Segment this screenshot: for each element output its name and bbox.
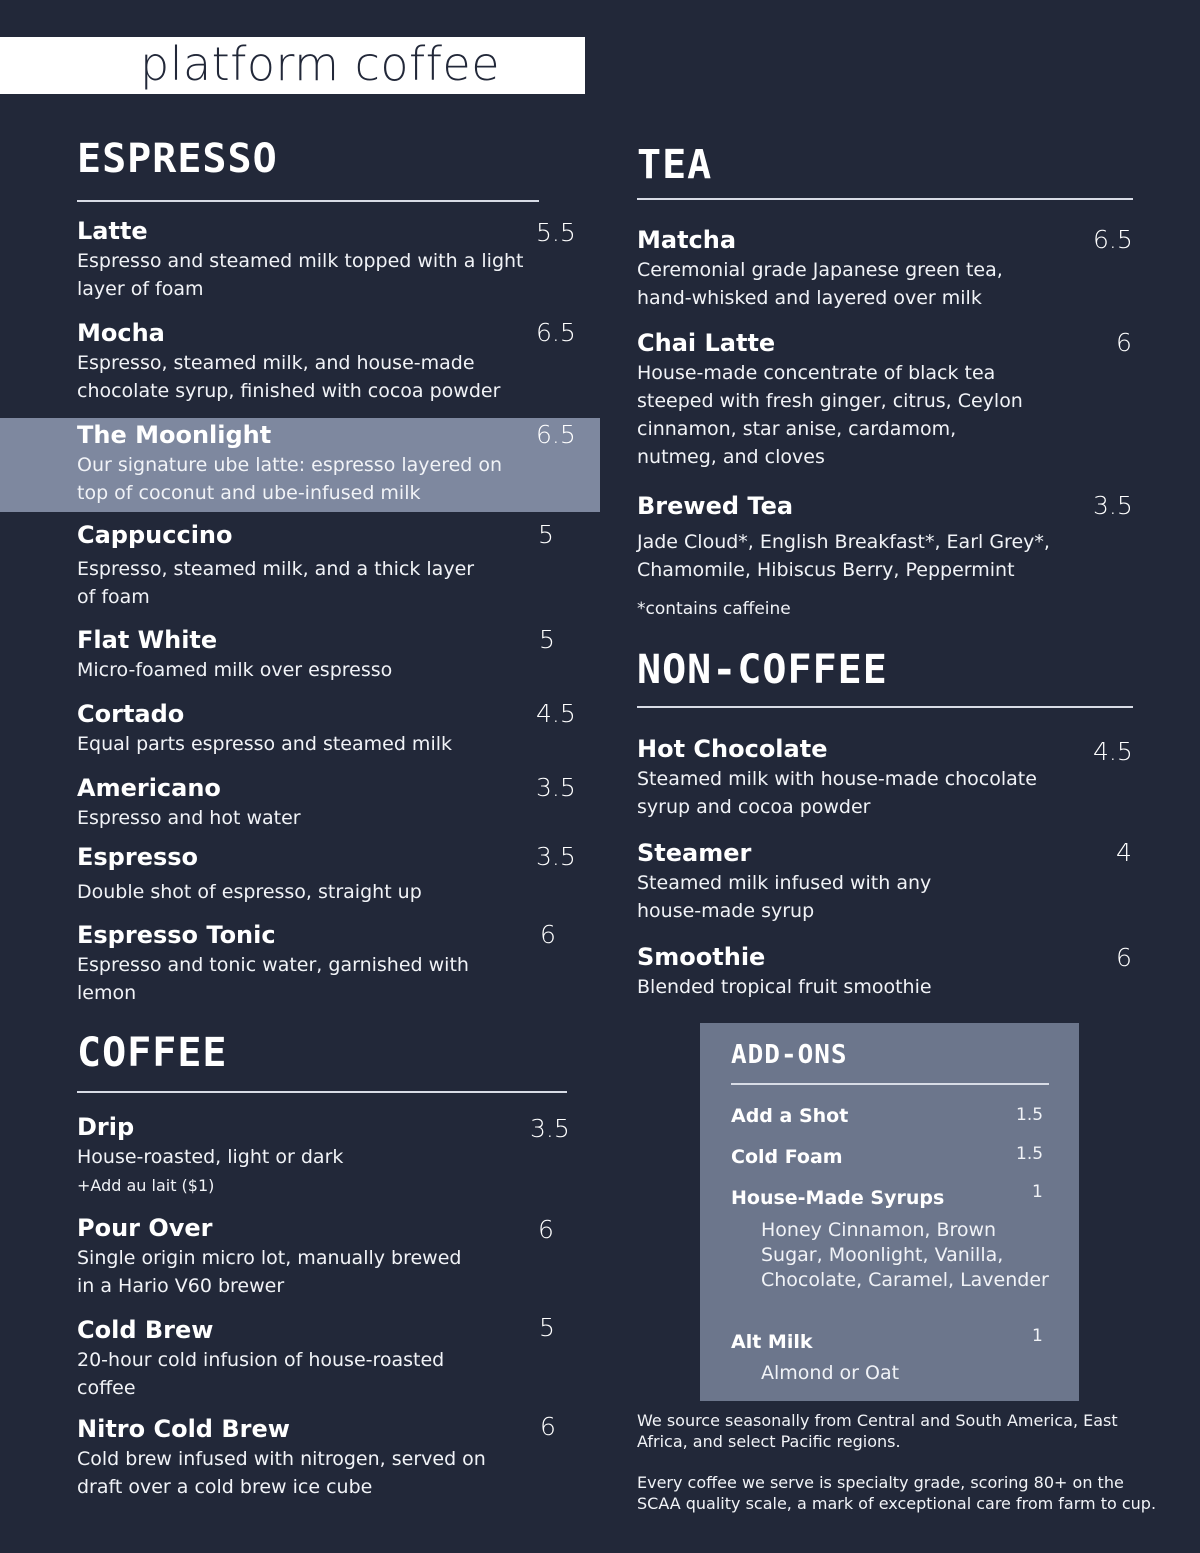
item-name: Flat White <box>77 626 218 654</box>
menu-item-brewed-tea <box>637 492 1097 584</box>
item-price: 6.5 <box>536 420 576 449</box>
item-name: Latte <box>77 217 148 245</box>
section-title-non-coffee: NON-COFFEE <box>637 647 888 693</box>
addon-price: 1 <box>1032 1182 1043 1202</box>
item-addon-note: +Add au lait ($1) <box>77 1176 215 1195</box>
item-name: Pour Over <box>77 1214 213 1242</box>
addon-cold-foam: Cold Foam <box>731 1146 843 1168</box>
caffeine-footnote: *contains caffeine <box>637 599 791 619</box>
item-name: Brewed Tea <box>637 492 794 520</box>
item-name: Cortado <box>77 700 185 728</box>
item-description: Steamed milk with house-made chocolate syrup and cocoa powder <box>637 768 1037 818</box>
item-description: Micro-foamed milk over espresso <box>77 659 393 681</box>
section-divider <box>637 706 1133 708</box>
menu-item-nitro-cold-brew <box>77 1415 507 1501</box>
item-name: Matcha <box>637 226 737 254</box>
menu-item-espresso <box>77 843 537 906</box>
menu-item-hot-chocolate <box>637 735 1037 821</box>
item-description: Cold brew infused with nitrogen, served on draft over a cold brew ice cube <box>77 1448 486 1498</box>
item-price: 5 <box>539 1313 555 1342</box>
item-description: Espresso and steamed milk topped with a light layer of foam <box>77 250 524 300</box>
section-title-coffee: COFFEE <box>77 1030 228 1076</box>
item-price: 5 <box>539 625 555 654</box>
menu-item-smoothie <box>637 943 1057 1001</box>
menu-item-cortado <box>77 700 537 758</box>
item-name: Chai Latte <box>637 329 776 357</box>
menu-item-flat-white <box>77 626 537 684</box>
item-description: 20-hour cold infusion of house-roasted coffee <box>77 1349 445 1399</box>
item-price: 6 <box>540 1412 556 1441</box>
menu-item-pour-over <box>77 1214 477 1300</box>
item-price: 3.5 <box>536 842 576 871</box>
item-name: Cappuccino <box>77 521 233 549</box>
item-price: 6.5 <box>536 318 576 347</box>
addon-add-a-shot: Add a Shot <box>731 1105 849 1127</box>
item-price: 6 <box>1116 328 1132 357</box>
menu-item-chai-latte <box>637 329 1037 471</box>
addon-price: 1.5 <box>1016 1105 1044 1125</box>
item-description: House-made concentrate of black tea steeped with fresh ginger, citrus, Ceylon cinnamon, star anise, cardamom, nutmeg, and cloves <box>637 362 1023 468</box>
item-price: 4 <box>1116 838 1132 867</box>
item-description: Espresso and tonic water, garnished with lemon <box>77 954 469 1004</box>
section-title-tea: TEA <box>637 142 713 188</box>
item-description: Espresso and hot water <box>77 807 301 829</box>
item-description: Steamed milk infused with any house-made syrup <box>637 872 932 922</box>
item-price: 6 <box>538 1215 554 1244</box>
item-description: Single origin micro lot, manually brewed in a Hario V60 brewer <box>77 1247 462 1297</box>
item-description: Equal parts espresso and steamed milk <box>77 733 452 755</box>
item-price: 3.5 <box>1093 491 1133 520</box>
item-price: 3.5 <box>536 773 576 802</box>
item-name: Smoothie <box>637 943 766 971</box>
item-description: Double shot of espresso, straight up <box>77 881 422 903</box>
addon-house-made-syrups: House-Made Syrups <box>731 1187 945 1209</box>
item-name: Mocha <box>77 319 165 347</box>
item-name: Cold Brew <box>77 1316 214 1344</box>
quality-statement: Every coffee we serve is specialty grade, scoring 80+ on the SCAA quality scale, a mark of exceptional care from farm to cup. <box>637 1473 1157 1513</box>
item-name: Drip <box>77 1113 135 1141</box>
item-price: 3.5 <box>530 1114 570 1143</box>
item-price: 4.5 <box>1093 737 1133 766</box>
addon-syrup-flavors: Honey Cinnamon, Brown Sugar, Moonlight, Vanilla, Chocolate, Caramel, Lavender <box>761 1219 1049 1291</box>
item-price: 4.5 <box>536 699 576 728</box>
item-name: Espresso Tonic <box>77 921 276 949</box>
item-name: Espresso <box>77 843 199 871</box>
menu-item-drip <box>77 1113 517 1199</box>
section-divider <box>637 198 1133 200</box>
item-name: Americano <box>77 774 221 802</box>
item-description: House-roasted, light or dark <box>77 1146 344 1168</box>
menu-item-espresso-tonic <box>77 921 517 1007</box>
menu-item-latte <box>77 217 537 303</box>
sourcing-statement: We source seasonally from Central and South America, East Africa, and select Pacific regions. <box>637 1411 1118 1451</box>
item-price: 5 <box>538 520 554 549</box>
item-name: Nitro Cold Brew <box>77 1415 290 1443</box>
item-price: 5.5 <box>536 218 576 247</box>
section-divider <box>77 1091 567 1093</box>
item-price: 6 <box>1116 943 1132 972</box>
menu-item-the-moonlight <box>77 421 507 507</box>
item-name: Steamer <box>637 839 752 867</box>
item-description: Espresso, steamed milk, and house-made chocolate syrup, finished with cocoa powder <box>77 352 501 402</box>
item-name: The Moonlight <box>77 421 272 449</box>
addon-alt-milk: Alt Milk <box>731 1331 813 1353</box>
menu-item-steamer <box>637 839 997 925</box>
menu-item-mocha <box>77 319 537 405</box>
item-description: Espresso, steamed milk, and a thick layer of foam <box>77 558 475 608</box>
menu-item-cold-brew <box>77 1316 497 1402</box>
brand-logo-text: platform coffee <box>140 37 501 91</box>
addon-price: 1.5 <box>1016 1144 1044 1164</box>
menu-item-matcha <box>637 226 1057 312</box>
item-description: Our signature ube latte: espresso layered on top of coconut and ube-infused milk <box>77 454 503 504</box>
item-description: Blended tropical fruit smoothie <box>637 976 932 998</box>
addon-milk-options: Almond or Oat <box>761 1362 900 1384</box>
item-description: Jade Cloud*, English Breakfast*, Earl Grey*, Chamomile, Hibiscus Berry, Peppermint <box>637 531 1050 581</box>
addon-price: 1 <box>1032 1326 1043 1346</box>
addons-divider <box>731 1083 1049 1085</box>
item-price: 6.5 <box>1093 225 1133 254</box>
item-description: Ceremonial grade Japanese green tea, hand-whisked and layered over milk <box>637 259 1003 309</box>
section-divider <box>77 200 539 202</box>
menu-item-cappuccino <box>77 521 477 611</box>
addons-title: ADD-ONS <box>731 1040 848 1070</box>
menu-item-americano <box>77 774 537 832</box>
item-price: 6 <box>540 920 556 949</box>
item-name: Hot Chocolate <box>637 735 828 763</box>
section-title-espresso: ESPRESSO <box>77 136 278 182</box>
